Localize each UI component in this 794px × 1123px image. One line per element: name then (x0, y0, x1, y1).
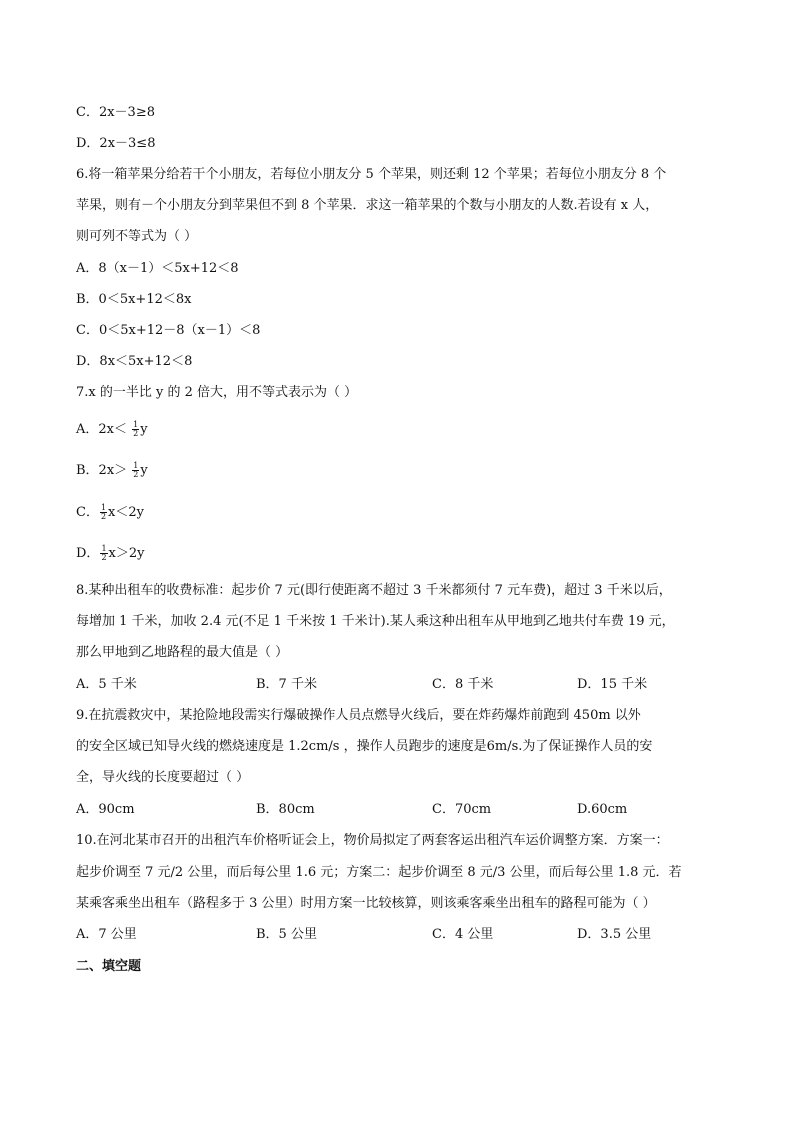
q6-stem-line3: 则可列不等式为（ ） (76, 229, 198, 244)
q9-option-c: C．70cm (432, 802, 492, 817)
q10-stem-line2: 起步价调至 7 元/2 公里，而后每公里 1.6 元；方案二：起步价调至 8 元/3 公里，而后每公里 1.8 元．若 (76, 865, 682, 880)
q7-option-b (76, 462, 148, 480)
q7-stem: 7.x 的一半比 y 的 2 倍大，用不等式表示为（ ） (76, 385, 358, 400)
q7-option-b-prefix: B．2x＞ (76, 463, 132, 478)
fraction-denominator: 2 (100, 512, 107, 521)
q9-stem-line2: 的安全区域已知导火线的燃烧速度是 1.2cm/s ，操作人员跑步的速度是6m/s.为了保证操作人员的安 (76, 739, 653, 754)
q6-stem-line1: 6.将一箱苹果分给若干个小朋友，若每位小朋友分 5 个苹果，则还剩 12 个苹果；若每位小朋友分 8 个 (76, 167, 667, 182)
fraction-denominator: 2 (133, 429, 139, 438)
q5-option-d: D．2x－3≤8 (76, 136, 156, 151)
fraction-one-half (100, 504, 107, 521)
q10-option-d: D．3.5 公里 (577, 927, 652, 942)
fraction-numerator: 1 (101, 544, 107, 553)
q5-option-c: C．2x－3≥8 (76, 105, 155, 120)
q6-option-d: D．8x＜5x+12＜8 (76, 354, 193, 369)
q7-option-a (76, 421, 148, 439)
q7-option-a-suffix: y (140, 422, 148, 437)
q8-option-d: D．15 千米 (577, 677, 648, 692)
q10-stem-line3: 某乘客乘坐出租车（路程多于 3 公里）时用方案一比较核算，则该乘客乘坐出租车的路程可能为（ ） (76, 896, 656, 911)
q7-option-c (76, 504, 144, 522)
q8-stem-line1: 8.某种出租车的收费标准：起步价 7 元(即行使距离不超过 3 千米都须付 7 元车费)，超过 3 千米以后， (76, 583, 672, 598)
fraction-one-half (132, 462, 139, 479)
q10-option-a: A．7 公里 (76, 927, 137, 942)
q7-option-d (76, 545, 144, 563)
q7-option-c-prefix: C． (76, 505, 99, 520)
fraction-one-half (100, 545, 107, 562)
q6-option-b: B．0＜5x+12＜8x (76, 292, 192, 307)
q9-option-d: D.60cm (577, 802, 628, 817)
section-heading-fill-in-blank: 二、填空题 (76, 959, 142, 974)
q8-option-a: A．5 千米 (76, 677, 137, 692)
q7-option-d-prefix: D． (76, 546, 100, 561)
q7-option-b-suffix: y (140, 463, 148, 478)
fraction-one-half (132, 421, 139, 438)
q9-option-b: B．80cm (256, 802, 315, 817)
fraction-numerator: 1 (133, 461, 139, 470)
fraction-numerator: 1 (133, 420, 139, 429)
q8-stem-line3: 那么甲地到乙地路程的最大值是（ ） (76, 645, 289, 660)
q6-option-c: C．0＜5x+12－8（x－1）＜8 (76, 323, 261, 338)
q10-stem-line1: 10.在河北某市召开的出租汽车价格听证会上，物价局拟定了两套客运出租汽车运价调整方案．方案一： (76, 833, 669, 848)
fraction-numerator: 1 (100, 503, 107, 512)
q10-option-b: B．5 公里 (256, 927, 317, 942)
q8-option-c: C．8 千米 (432, 677, 494, 692)
q8-stem-line2: 每增加 1 千米，加收 2.4 元(不足 1 千米按 1 千米计).某人乘这种出租车从甲地到乙地共付车费 19 元， (76, 614, 675, 629)
fraction-denominator: 2 (133, 470, 139, 479)
fraction-denominator: 2 (101, 553, 107, 562)
q7-option-c-suffix: x＜2y (108, 505, 144, 520)
q7-option-a-prefix: A．2x＜ (76, 422, 132, 437)
q9-stem-line1: 9.在抗震救灾中，某抢险地段需实行爆破操作人员点燃导火线后，要在炸药爆炸前跑到 450m 以外 (76, 708, 641, 723)
q9-stem-line3: 全，导火线的长度要超过（ ） (76, 770, 250, 785)
q10-option-c: C．4 公里 (432, 927, 494, 942)
q8-option-b: B．7 千米 (256, 677, 317, 692)
q6-option-a: A．8（x－1）＜5x+12＜8 (76, 261, 239, 276)
q6-stem-line2: 苹果，则有－个小朋友分到苹果但不到 8 个苹果．求这一箱苹果的个数与小朋友的人数.若设有 x 人， (76, 198, 659, 213)
q7-option-d-suffix: x＞2y (108, 546, 145, 561)
q9-option-a: A．90cm (76, 802, 135, 817)
